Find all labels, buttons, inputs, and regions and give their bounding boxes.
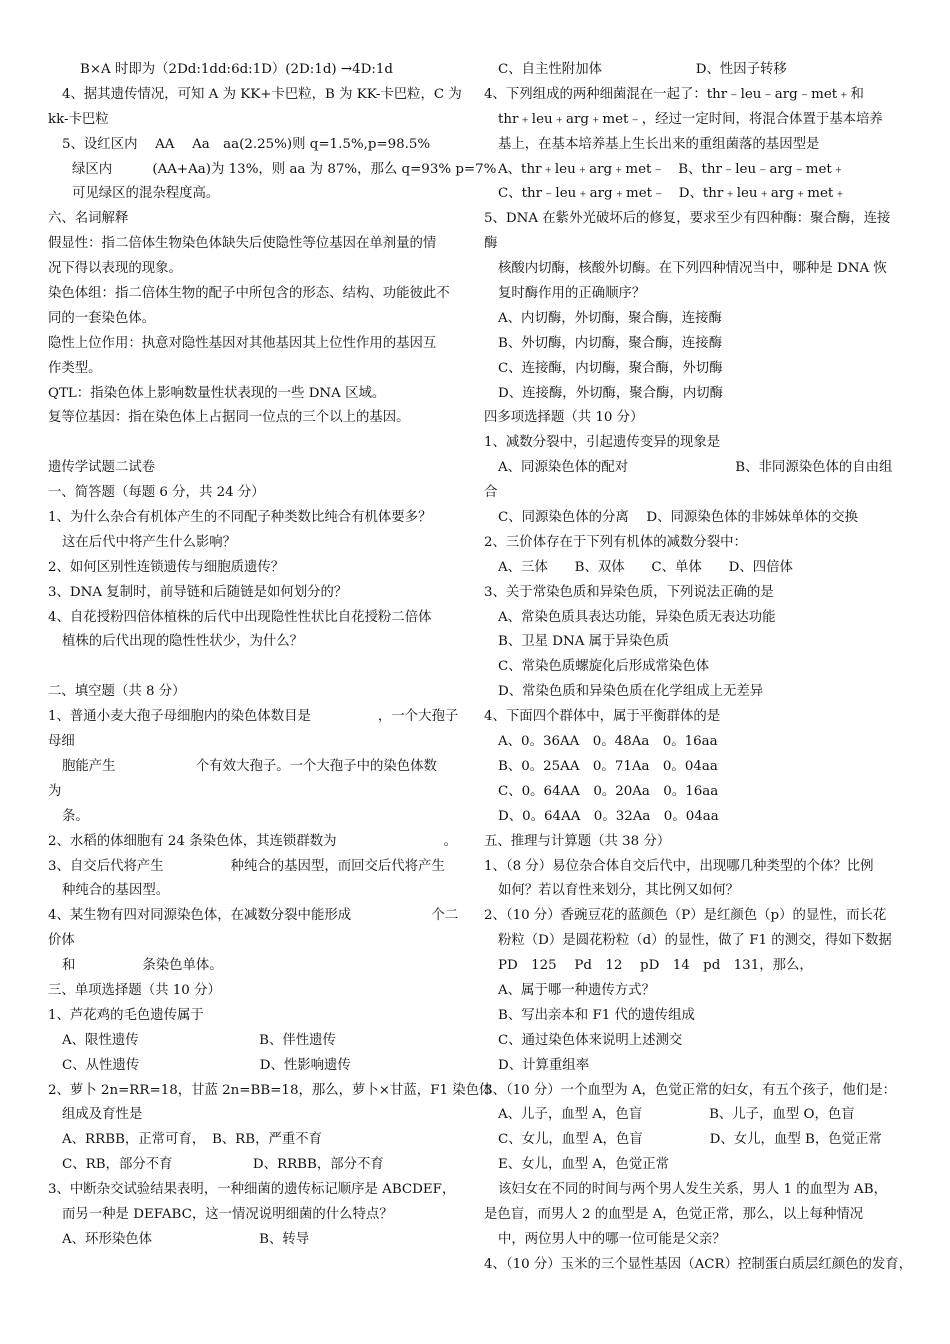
left-column-line: A、RRBB，正常可育， B、RB，严重不育	[62, 1132, 323, 1148]
left-column-line: 同的一套染色体。	[48, 310, 156, 326]
left-column-line: 假显性：指二倍体生物染色体缺失后使隐性等位基因在单剂量的情	[48, 236, 437, 252]
left-column-line: 绿区内 (AA+Aa)为 13%，则 aa 为 87%，那么 q=93% p=7%	[72, 161, 497, 177]
right-column-line: A、同源染色体的配对 B、非同源染色体的自由组	[498, 460, 893, 476]
right-column-line: 4、（10 分）玉米的三个显性基因（ACR）控制蛋白质层红颜色的发育，	[484, 1256, 913, 1272]
left-column-line: C、RB，部分不育 D、RRBB，部分不育	[62, 1157, 384, 1173]
right-column-line: thr﹢leu﹢arg﹢met﹣，经过一定时间，将混合体置于基本培养	[498, 111, 883, 127]
right-column	[484, 58, 914, 1278]
right-column-line: C、女儿，血型 A，色盲 D、女儿，血型 B，色觉正常	[498, 1132, 882, 1148]
right-column-line: 1、（8 分）易位杂合体自交后代中，出现哪几种类型的个体？比例	[484, 858, 874, 874]
right-column-line: D、0。64AA 0。32Aa 0。04aa	[498, 808, 719, 824]
left-column-line: 3、中断杂交试验结果表明，一种细菌的遗传标记顺序是 ABCDEF，	[48, 1182, 456, 1198]
right-column-line: 酶	[484, 236, 498, 252]
right-column-line: 粉粒（D）是圆花粉粒（d）的显性，做了 F1 的测交，得如下数据	[498, 933, 892, 949]
left-column-line: 4、据其遗传情况，可知 A 为 KK+卡巴粒，B 为 KK-卡巴粒，C 为	[62, 86, 462, 102]
left-column-line: QTL：指染色体上影响数量性状表现的一些 DNA 区域。	[48, 385, 386, 401]
right-column-line: 基上，在基本培养基上生长出来的重组菌落的基因型是	[498, 136, 820, 152]
right-column-line: 是色盲，而男人 2 的血型是 A，色觉正常，那么，以上每种情况	[484, 1206, 864, 1222]
left-column-line: 况下得以表现的现象。	[48, 261, 182, 277]
left-column-line: 为	[48, 783, 62, 799]
left-column-line: 六、名词解释	[48, 211, 129, 227]
left-column-line: 染色体组：指二倍体生物的配子中所包含的形态、结构、功能彼此不	[48, 286, 450, 302]
left-column-line: 遗传学试题二试卷	[48, 460, 156, 476]
right-column-line: A、三体 B、双体 C、单体 D、四倍体	[498, 559, 793, 575]
left-column-line: 1、为什么杂合有机体产生的不同配子种类数比纯合有机体要多？	[48, 510, 432, 526]
left-column-line: 一、简答题（每题 6 分，共 24 分）	[48, 485, 265, 501]
right-column-line: C、自主性附加体 D、性因子转移	[498, 62, 787, 77]
right-column-line: D、连接酶，外切酶，聚合酶，内切酶	[498, 385, 723, 401]
left-column-line: 可见绿区的混杂程度高。	[72, 186, 220, 202]
left-column-line: 植株的后代出现的隐性性状少，为什么？	[62, 634, 304, 650]
right-column-line: 该妇女在不同的时间与两个男人发生关系，男人 1 的血型为 AB，	[498, 1182, 887, 1198]
left-column-line: 1、普通小麦大孢子母细胞内的染色体数目是 ，一个大孢子	[48, 709, 459, 725]
left-column-line	[48, 655, 472, 680]
right-column-line: 合	[484, 485, 498, 501]
left-column-line: kk-卡巴粒	[48, 111, 109, 127]
right-column-line: A、0。36AA 0。48Aa 0。16aa	[498, 734, 718, 750]
left-column-line: 母细	[48, 734, 75, 750]
left-column-line: A、环形染色体 B、转导	[62, 1231, 310, 1247]
left-column-line: B×A 时即为（2Dd:1dd:6d:1D）(2D:1d) →4D:1d	[80, 62, 393, 77]
right-column-line: 3、（10 分）一个血型为 A，色觉正常的妇女，有五个孩子，他们是：	[484, 1082, 896, 1098]
right-column-line: C、0。64AA 0。20Aa 0。16aa	[498, 783, 719, 799]
left-column-line: 二、填空题（共 8 分）	[48, 684, 186, 700]
left-column-line: 复等位基因：指在染色体上占据同一位点的三个以上的基因。	[48, 410, 410, 426]
right-column-line: C、连接酶，内切酶，聚合酶，外切酶	[498, 360, 723, 376]
left-column-line: A、限性遗传 B、伴性遗传	[62, 1032, 336, 1048]
left-column-line: 4、某生物有四对同源染色体，在减数分裂中能形成 个二	[48, 908, 459, 924]
right-column-line: 4、下面四个群体中，属于平衡群体的是	[484, 709, 721, 725]
left-column-line: C、从性遗传 D、性影响遗传	[62, 1057, 351, 1073]
right-column-line: 4、下列组成的两种细菌混在一起了：thr﹣leu﹣arg﹣met﹢和	[484, 86, 864, 102]
left-column-line: 3、自交后代将产生 种纯合的基因型，而回交后代将产生	[48, 858, 445, 874]
right-column-line: C、thr﹣leu﹢arg﹢met﹣ D、thr﹢leu﹢arg﹢met﹢	[498, 186, 847, 202]
left-column-line: 条。	[62, 808, 89, 824]
right-column-line: 如何？若以育性来划分，其比例又如何？	[498, 883, 740, 899]
left-column-line: 这在后代中将产生什么影响？	[62, 534, 237, 550]
right-column-line: 中，两位男人中的哪一位可能是父亲？	[498, 1231, 726, 1247]
left-column-line: 2、萝卜 2n=RR=18，甘蓝 2n=BB=18，那么，萝卜×甘蓝，F1 染色体	[48, 1082, 493, 1098]
right-column-line: 五、推理与计算题（共 38 分）	[484, 833, 671, 849]
right-column-line: A、thr﹢leu﹢arg﹢met﹣ B、thr﹣leu﹣arg﹣met﹢	[498, 161, 846, 177]
right-column-line: C、通过染色体来说明上述测交	[498, 1032, 683, 1048]
right-column-line: 核酸内切酶，核酸外切酶。在下列四种情况当中，哪种是 DNA 恢	[498, 261, 887, 277]
right-column-line: 1、减数分裂中，引起遗传变异的现象是	[484, 435, 721, 451]
left-column-line: 和 条染色单体。	[62, 958, 223, 974]
left-column-line: 2、水稻的体细胞有 24 条染色体，其连锁群数为 。	[48, 833, 458, 849]
right-column-line: B、写出亲本和 F1 代的遗传组成	[498, 1007, 695, 1023]
right-column-line: A、儿子，血型 A，色盲 B、儿子，血型 O，色盲	[498, 1107, 855, 1123]
left-column-line: 胞能产生 个有效大孢子。一个大孢子中的染色体数	[62, 758, 437, 774]
right-column-line: B、卫星 DNA 属于异染色质	[498, 634, 669, 650]
left-column-line: 5、设红区内 AA Aa aa(2.25%)则 q=1.5%,p=98.5%	[62, 136, 431, 152]
left-column-line: 三、单项选择题（共 10 分）	[48, 982, 221, 998]
left-column-line: 种纯合的基因型。	[62, 883, 170, 899]
right-column-line: A、属于哪一种遗传方式？	[498, 982, 655, 998]
right-column-line: D、计算重组率	[498, 1057, 590, 1073]
left-column-line	[48, 431, 472, 456]
right-column-line: 2、三价体存在于下列有机体的减数分裂中：	[484, 534, 747, 550]
left-column-line: 而另一种是 DEFABC，这一情况说明细菌的什么特点？	[62, 1206, 393, 1222]
right-column-line: 2、（10 分）香豌豆花的蓝颜色（P）是红颜色（p）的显性，而长花	[484, 908, 887, 924]
left-column-line: 组成及育性是	[62, 1107, 143, 1123]
right-column-line: A、常染色质具表达功能，异染色质无表达功能	[498, 609, 776, 625]
left-column-line: 3、DNA 复制时，前导链和后随链是如何划分的？	[48, 584, 348, 600]
right-column-line: 5、DNA 在紫外光破坏后的修复，要求至少有四种酶：聚合酶，连接	[484, 211, 891, 227]
right-column-line: 四多项选择题（共 10 分）	[484, 410, 644, 426]
right-column-line: B、0。25AA 0。71Aa 0。04aa	[498, 758, 718, 774]
left-column	[48, 58, 497, 1253]
right-column-line: D、常染色质和异染色质在化学组成上无差异	[498, 684, 764, 700]
left-column-line: 2、如何区别性连锁遗传与细胞质遗传？	[48, 559, 285, 575]
right-column-line: 3、关于常染色质和异染色质，下列说法正确的是	[484, 584, 774, 600]
right-column-line: B、外切酶，内切酶，聚合酶，连接酶	[498, 335, 723, 351]
left-column-line: 价体	[48, 933, 75, 949]
right-column-line: C、同源染色体的分离 D、同源染色体的非姊妹单体的交换	[498, 510, 859, 526]
left-column-line: 1、芦花鸡的毛色遗传属于	[48, 1007, 204, 1023]
right-column-line: A、内切酶，外切酶，聚合酶，连接酶	[498, 310, 722, 326]
right-column-line: E、女儿，血型 A，色觉正常	[498, 1157, 669, 1173]
left-column-line: 隐性上位作用：执意对隐性基因对其他基因其上位性作用的基因互	[48, 335, 437, 351]
left-column-line: 作类型。	[48, 360, 102, 376]
right-column-line: 复时酶作用的正确顺序？	[498, 286, 646, 302]
left-column-line: 4、自花授粉四倍体植株的后代中出现隐性性状比自花授粉二倍体	[48, 609, 432, 625]
right-column-line: C、常染色质螺旋化后形成常染色体	[498, 659, 710, 675]
right-column-line: PD 125 Pd 12 pD 14 pd 131，那么，	[498, 958, 813, 974]
